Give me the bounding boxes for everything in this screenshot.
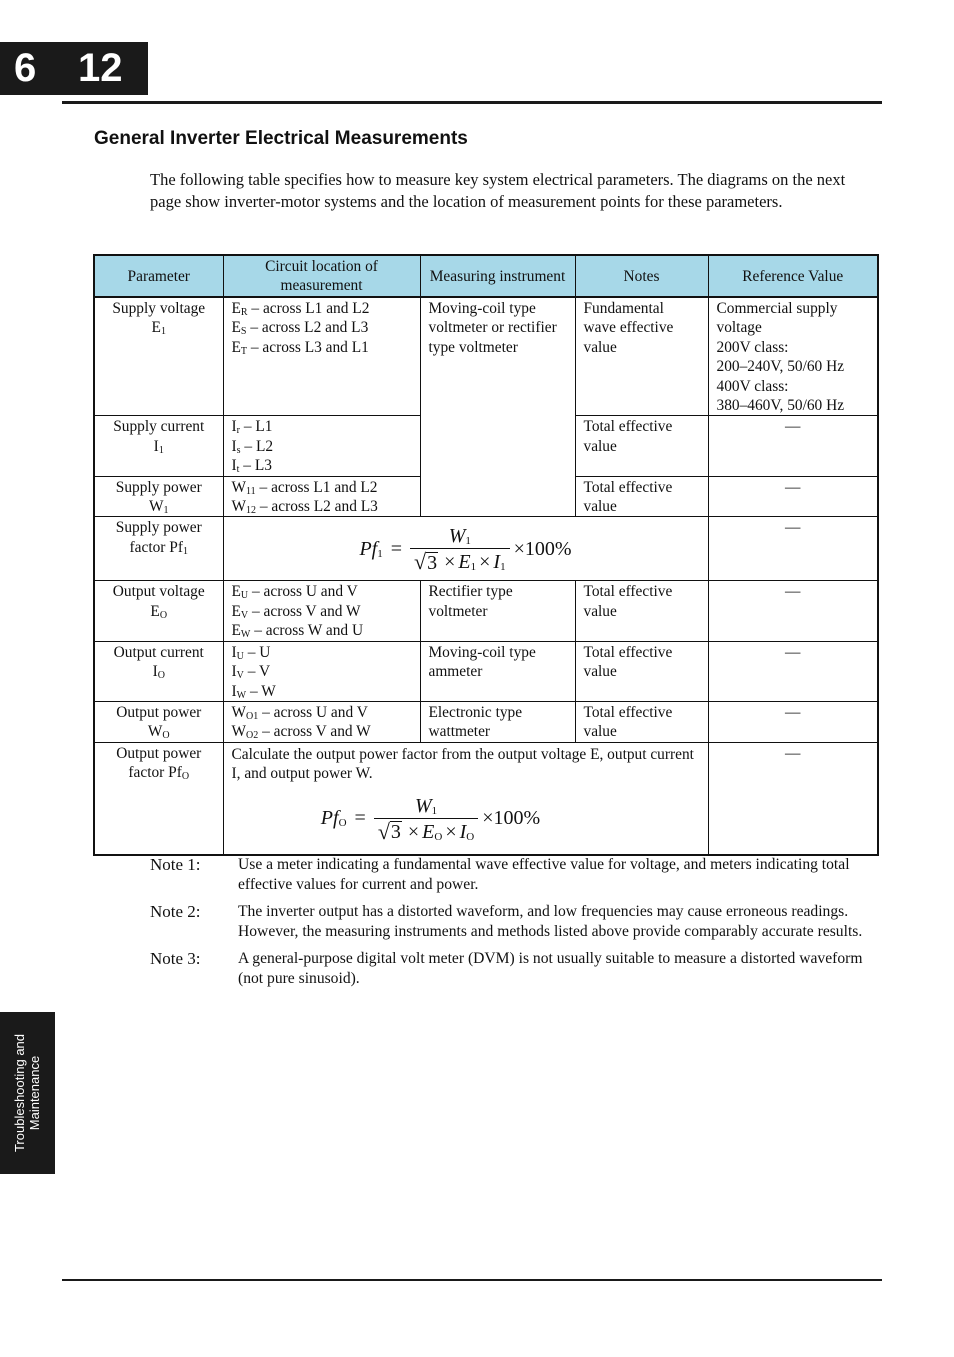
loc-output-current: $I_U$ – U $I_V$ – V $I_W$ – W xyxy=(223,641,420,701)
notes-supply-power: Total effective value xyxy=(575,476,708,517)
ref-output-power-factor: — xyxy=(708,742,878,854)
header-reference-value: Reference Value xyxy=(708,255,878,297)
note-text: A general-purpose digital volt meter (DVM) is not usually suitable to measure a distorted waveform (not pure sinusoid). xyxy=(238,950,863,987)
header-parameter: Parameter xyxy=(94,255,223,297)
param-output-voltage: Output voltage $E_O$ xyxy=(94,581,223,641)
note-2 xyxy=(150,902,866,942)
table-row-output-voltage xyxy=(94,581,878,641)
note-label: Note 1: xyxy=(150,855,201,874)
notes-output-current: Total effective value xyxy=(575,641,708,701)
param-supply-power: Supply power $W_1$ xyxy=(94,476,223,517)
output-pf-description: Calculate the output power factor from the output voltage E, output current I, and output power W. xyxy=(231,745,694,783)
param-output-current: Output current $I_O$ xyxy=(94,641,223,701)
param-output-power: Output power $W_O$ xyxy=(94,701,223,742)
header-measuring-instrument: Measuring instrument xyxy=(420,255,575,297)
square-root-icon: √ xyxy=(377,818,390,844)
measurement-table xyxy=(93,254,879,856)
chapter-page-tab xyxy=(0,42,148,95)
formula-output-power-factor: Calculate the output power factor from the output voltage E, output current I, and output power W. $Pf_O$ = $W_1$ √ 3 × $E_O$ × $I_O$ ×100% xyxy=(223,742,708,854)
table-row-output-power xyxy=(94,701,878,742)
header-circuit-location: Circuit location of measurement xyxy=(223,255,420,297)
top-rule xyxy=(62,101,882,104)
loc-output-voltage: $E_U$ – across U and V $E_V$ – across V and W $E_W$ – across W and U xyxy=(223,581,420,641)
param-output-power-factor: Output power factor $Pf_O$ xyxy=(94,742,223,854)
param-symbol: $E_1$ xyxy=(151,319,166,338)
loc-supply-power: $W_{11}$ – across L1 and L2 $W_{12}$ – across L2 and L3 xyxy=(223,476,420,517)
ref-output-current: — xyxy=(708,641,878,701)
notes-supply-voltage: Fundamental wave effective value xyxy=(575,297,708,416)
ref-supply-power: — xyxy=(708,476,878,517)
table-row-output-power-factor xyxy=(94,742,878,854)
notes-supply-current: Total effective value xyxy=(575,416,708,476)
header-notes: Notes xyxy=(575,255,708,297)
bottom-rule xyxy=(62,1279,882,1281)
ref-supply-power-factor: — xyxy=(708,517,878,581)
ref-output-voltage: — xyxy=(708,581,878,641)
note-label: Note 2: xyxy=(150,902,201,921)
param-label: Supply voltage xyxy=(112,300,206,317)
note-label: Note 3: xyxy=(150,949,201,968)
table-row-supply-voltage xyxy=(94,297,878,416)
section-title: General Inverter Electrical Measurements xyxy=(94,128,468,149)
ref-supply-voltage: Commercial supply voltage 200V class: 200–240V, 50/60 Hz 400V class: 380–460V, 50/60 Hz xyxy=(708,297,878,416)
notes-output-power: Total effective value xyxy=(575,701,708,742)
side-tab-label: Troubleshooting and Maintenance xyxy=(12,1033,42,1153)
table-row-output-current xyxy=(94,641,878,701)
formula-supply-power-factor: $Pf_1$ = $W_1$ √ 3 × $E_1$ × $I_1$ ×100% xyxy=(223,517,708,581)
ref-output-power: — xyxy=(708,701,878,742)
ref-supply-current: — xyxy=(708,416,878,476)
table-header-row xyxy=(94,255,878,297)
param-supply-voltage xyxy=(94,297,223,416)
note-1 xyxy=(150,855,866,895)
loc-supply-current: $I_r - L1$ $I_s - L2$ $I_t - L3$ xyxy=(223,416,420,476)
page-number: 12 xyxy=(78,46,123,90)
instrument-output-voltage: Rectifier type voltmeter xyxy=(420,581,575,641)
intro-paragraph: The following table specifies how to measure key system electrical parameters. The diagrams on the next page show inverter-motor systems and the location of measurement points for these parameters. xyxy=(150,170,846,211)
chapter-side-tab xyxy=(0,1012,55,1174)
note-text: Use a meter indicating a fundamental wave effective value for voltage, and meters indicating total effective values for current and power. xyxy=(238,856,850,893)
instrument-output-power: Electronic type wattmeter xyxy=(420,701,575,742)
square-root-icon: √ xyxy=(414,549,427,575)
loc-output-power: $W_{O1}$ – across U and V $W_{O2}$ – across V and W xyxy=(223,701,420,742)
param-supply-power-factor: Supply power factor $Pf_1$ xyxy=(94,517,223,581)
param-supply-current: Supply current $I_1$ xyxy=(94,416,223,476)
notes-output-voltage: Total effective value xyxy=(575,581,708,641)
instrument-output-current: Moving-coil type ammeter xyxy=(420,641,575,701)
notes-section xyxy=(150,855,866,996)
table-row-supply-power-factor xyxy=(94,517,878,581)
instrument-supply: Moving-coil type voltmeter or rectifier type voltmeter xyxy=(420,297,575,517)
chapter-number: 6 xyxy=(14,46,37,90)
loc-supply-voltage: $E_R$ – across L1 and L2 $E_S$ – across L2 and L3 $E_T$ – across L3 and L1 xyxy=(223,297,420,416)
note-3 xyxy=(150,949,866,989)
note-text: The inverter output has a distorted waveform, and low frequencies may cause erroneous readings. However, the measuring instruments and methods listed above provide comparably accurate results. xyxy=(238,903,863,940)
